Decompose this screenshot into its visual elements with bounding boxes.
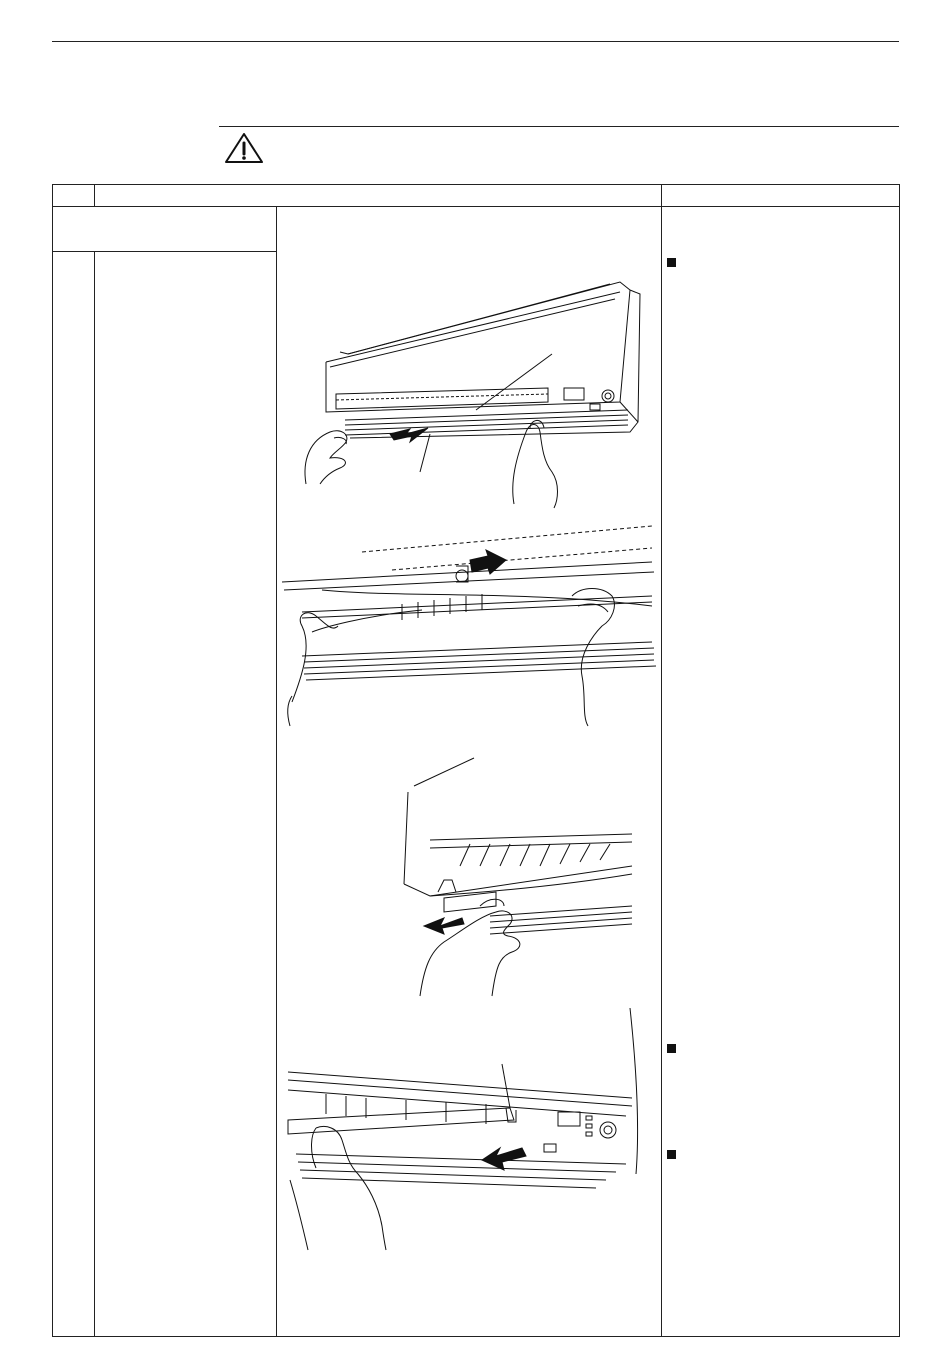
header-rule: [52, 41, 899, 42]
note-bullet-3: [667, 1150, 676, 1159]
figure-panel-removal-left: [286, 1004, 646, 1250]
figure-side-panel-pull: [400, 756, 640, 996]
step-number-divider: [94, 251, 95, 1337]
table-header-divider: [52, 206, 900, 207]
points-column-divider: [661, 184, 662, 1337]
caution-triangle-icon: [224, 132, 264, 164]
figure-grille-slide-right: [282, 516, 657, 728]
figure-unit-front-grille: [290, 272, 650, 512]
procedure-figure-divider: [276, 206, 277, 1337]
warning-rule: [219, 126, 899, 127]
section-title-divider: [52, 251, 276, 252]
note-bullet-1: [667, 258, 676, 267]
note-bullet-2: [667, 1044, 676, 1053]
header-col-divider-1: [94, 184, 95, 206]
